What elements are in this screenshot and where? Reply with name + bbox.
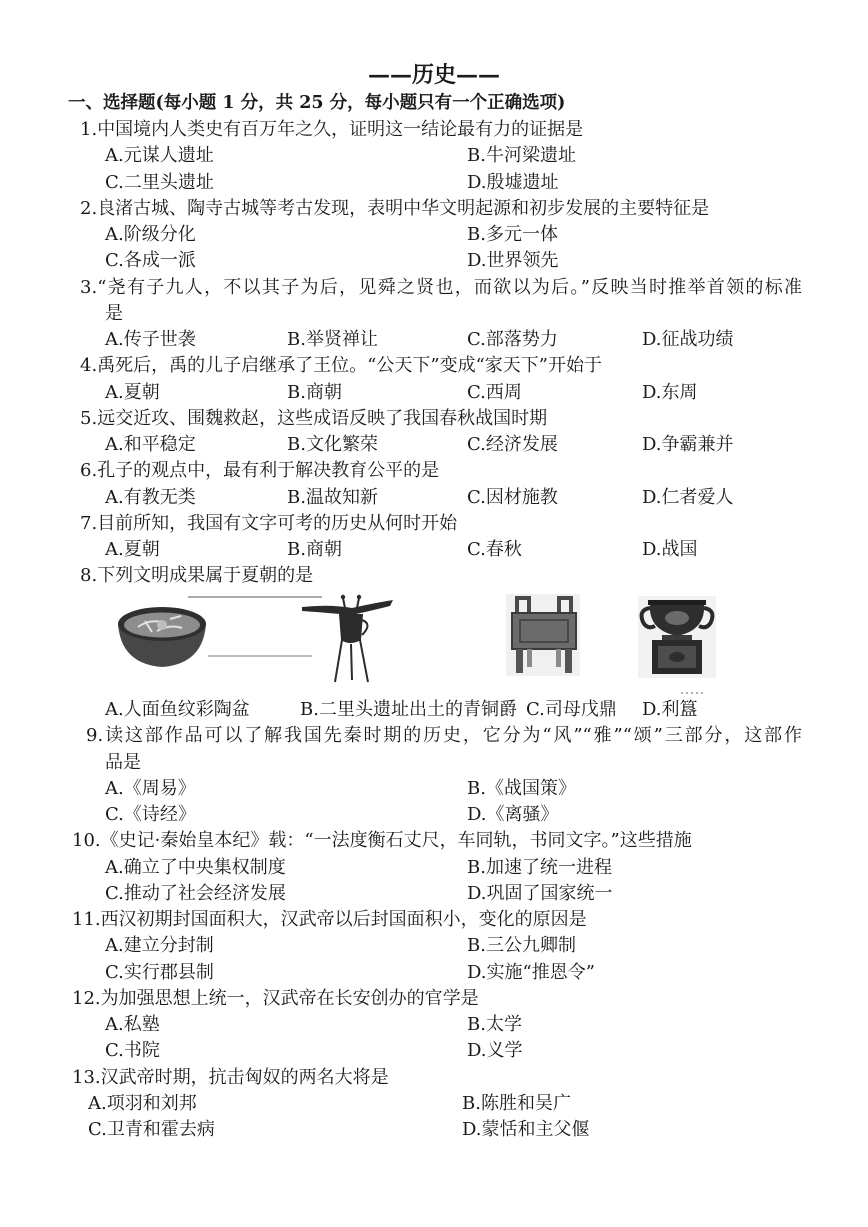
option-b: B.《战国策》 — [467, 777, 576, 799]
question-stem-row — [0, 406, 868, 432]
question-text: 汉武帝时期，抗击匈奴的两名大将是 — [100, 1066, 389, 1088]
option-d: D.争霸兼并 — [642, 434, 734, 455]
option-d: D.世界领先 — [467, 250, 559, 272]
option-b: B.举贤禅让 — [287, 329, 378, 350]
question-stem-continuation — [0, 301, 868, 327]
question-stem-row — [0, 353, 868, 379]
option-row — [0, 881, 868, 907]
question-number: 3. — [80, 276, 98, 298]
section-heading: 一、选择题(每小题 1 分，共 25 分，每小题只有一个正确选项) — [68, 93, 566, 113]
question-stem — [80, 117, 583, 143]
option-b: B.商朝 — [287, 381, 342, 403]
option-c: C.书院 — [105, 1040, 160, 1062]
simuwu-ding-image — [506, 594, 580, 676]
question-list — [0, 117, 868, 1143]
bronze-jue-image — [302, 594, 393, 681]
question-number: 7. — [80, 512, 98, 534]
option-c: C.因材施教 — [467, 486, 558, 508]
question-number: 10. — [72, 830, 101, 852]
option-b: B.太学 — [467, 1014, 522, 1035]
question-text: 孔子的观点中，最有利于解决教育公平的是 — [97, 460, 440, 482]
option-a: A.人面鱼纹彩陶盆 — [105, 699, 250, 720]
question-number: 11. — [72, 909, 101, 930]
option-d: D.巩固了国家统一 — [467, 882, 613, 904]
question-9 — [0, 723, 868, 828]
option-row — [0, 960, 868, 986]
option-row — [0, 1038, 868, 1064]
li-gui-image — [638, 596, 716, 678]
question-number: 1. — [80, 119, 98, 140]
question-text: “尧有子九人，不以其子为后，见舜之贤也，而欲以为后。”反映当时推举首领的标准 — [97, 276, 802, 298]
question-stem — [72, 907, 587, 933]
question-stem-row — [0, 907, 868, 933]
question-6 — [0, 458, 868, 511]
option-row — [0, 432, 868, 458]
option-a: A.和平稳定 — [105, 434, 196, 455]
question-stem — [80, 406, 547, 432]
option-row — [0, 697, 868, 723]
option-row — [0, 855, 868, 881]
question-stem — [80, 563, 313, 589]
option-a: A.项羽和刘邦 — [88, 1092, 197, 1114]
question-stem-row — [0, 1065, 868, 1091]
option-d: D.利簋 — [642, 699, 698, 720]
question-text: 下列文明成果属于夏朝的是 — [97, 565, 314, 587]
question-stem-row — [0, 723, 868, 749]
option-a: A.夏朝 — [105, 381, 160, 403]
option-c: C.推动了社会经济发展 — [105, 882, 286, 904]
question-text: 良渚古城、陶寺古城等考古发现，表明中华文明起源和初步发展的主要特征是 — [97, 197, 710, 219]
option-row — [0, 776, 868, 802]
question-number: 6. — [80, 460, 98, 482]
question-10 — [0, 828, 868, 907]
option-row — [0, 802, 868, 828]
option-a: A.私塾 — [105, 1014, 160, 1035]
option-b: B.加速了统一进程 — [467, 856, 612, 878]
option-b: B.温故知新 — [287, 486, 378, 508]
option-d: D.殷墟遗址 — [467, 171, 559, 193]
question-3 — [0, 275, 868, 354]
question-text: 《史记·秦始皇本纪》载：“一法度衡石丈尺，车同轨，书同文字。”这些措施 — [100, 830, 692, 852]
question-text: 远交近攻、围魏救赵，这些成语反映了我国春秋战国时期 — [97, 407, 548, 429]
option-c: C.各成一派 — [105, 250, 196, 272]
option-b: B.牛河梁遗址 — [467, 145, 576, 167]
question-4 — [0, 353, 868, 406]
question-stem-row — [0, 117, 868, 143]
option-a: A.建立分封制 — [105, 935, 214, 957]
option-row — [0, 380, 868, 406]
question-stem — [80, 196, 709, 222]
option-d: D.蒙恬和主父偃 — [462, 1119, 590, 1140]
option-c: C.经济发展 — [467, 434, 558, 455]
question-stem-continuation — [0, 750, 868, 776]
option-c: C.《诗经》 — [105, 804, 196, 825]
option-row — [0, 933, 868, 959]
question-number: 13. — [72, 1066, 101, 1088]
question-stem-row — [0, 828, 868, 854]
question-1 — [0, 117, 868, 196]
option-row — [0, 327, 868, 353]
option-d: D.义学 — [467, 1040, 523, 1062]
question-text-continued: 是 — [105, 302, 123, 324]
option-a: A.确立了中央集权制度 — [105, 856, 286, 878]
question-stem — [80, 275, 802, 301]
option-a: A.《周易》 — [105, 777, 196, 799]
question-stem-row — [0, 196, 868, 222]
option-c: C.部落势力 — [467, 329, 558, 350]
question-stem — [80, 458, 439, 484]
question-stem-row — [0, 511, 868, 537]
option-d: D.征战功绩 — [642, 329, 734, 350]
question-stem-row — [0, 986, 868, 1012]
question-13 — [0, 1065, 868, 1144]
question-stem-row — [0, 275, 868, 301]
option-c: C.卫青和霍去病 — [88, 1119, 215, 1140]
option-b: B.陈胜和吴广 — [462, 1092, 571, 1114]
option-b: B.三公九卿制 — [467, 935, 576, 957]
question-stem-row — [0, 458, 868, 484]
question-stem — [80, 511, 457, 537]
option-b: B.二里头遗址出土的青铜爵 — [300, 699, 517, 720]
question-number: 9. — [86, 725, 104, 747]
question-stem — [72, 1065, 389, 1091]
option-d: D.实施“推恩令” — [467, 961, 595, 983]
option-row — [0, 1117, 868, 1143]
option-d: D.《离骚》 — [467, 804, 559, 825]
option-a: A.夏朝 — [105, 539, 160, 560]
question-text: 禹死后，禹的儿子启继承了王位。“公天下”变成“家天下”开始于 — [97, 355, 602, 377]
dotted-mark — [681, 692, 703, 694]
question-7 — [0, 511, 868, 564]
option-a: A.传子世袭 — [105, 329, 196, 350]
option-a: A.元谋人遗址 — [105, 145, 214, 167]
option-c: C.春秋 — [467, 539, 522, 560]
question-text-continued: 品是 — [105, 751, 141, 773]
question-12 — [0, 986, 868, 1065]
question-5 — [0, 406, 868, 459]
question-stem — [72, 986, 479, 1012]
question-2 — [0, 196, 868, 275]
option-row — [0, 143, 868, 169]
question-text: 为加强思想上统一，汉武帝在长安创办的官学是 — [100, 987, 479, 1009]
painted-pottery-basin-image — [118, 607, 206, 667]
option-row — [0, 1012, 868, 1038]
option-c: C.司母戊鼎 — [526, 699, 617, 720]
question-8 — [0, 563, 868, 723]
option-c: C.实行郡县制 — [105, 961, 214, 983]
artifact-images-svg — [0, 590, 868, 698]
question-stem — [86, 723, 802, 749]
question-text: 西汉初期封国面积大，汉武帝以后封国面积小，变化的原因是 — [100, 909, 587, 930]
question-text: 读这部作品可以了解我国先秦时期的历史，它分为“风”“雅”“颂”三部分，这部作 — [103, 725, 802, 747]
option-row — [0, 170, 868, 196]
question-number: 8. — [80, 565, 98, 587]
option-row — [0, 1091, 868, 1117]
option-d: D.战国 — [642, 539, 698, 560]
option-a: A.阶级分化 — [105, 224, 196, 245]
option-c: C.西周 — [467, 381, 522, 403]
question-number: 2. — [80, 197, 98, 219]
option-c: C.二里头遗址 — [105, 171, 214, 193]
option-b: B.商朝 — [287, 539, 342, 560]
question-number: 5. — [80, 407, 98, 429]
option-row — [0, 537, 868, 563]
page-title: ——历史—— — [367, 62, 500, 88]
option-a: A.有教无类 — [105, 486, 196, 508]
question-stem-row — [0, 563, 868, 589]
question-text: 中国境内人类史有百万年之久，证明这一结论最有力的证据是 — [97, 119, 584, 140]
question-stem — [72, 828, 692, 854]
artifact-images — [0, 590, 868, 698]
option-row — [0, 485, 868, 511]
option-b: B.文化繁荣 — [287, 434, 378, 455]
option-b: B.多元一体 — [467, 224, 558, 245]
option-row — [0, 248, 868, 274]
option-d: D.仁者爱人 — [642, 486, 734, 508]
question-11 — [0, 907, 868, 986]
question-number: 4. — [80, 355, 98, 377]
question-number: 12. — [72, 987, 101, 1009]
question-stem — [80, 353, 602, 379]
question-text: 目前所知，我国有文字可考的历史从何时开始 — [97, 512, 458, 534]
option-row — [0, 222, 868, 248]
option-d: D.东周 — [642, 381, 698, 403]
